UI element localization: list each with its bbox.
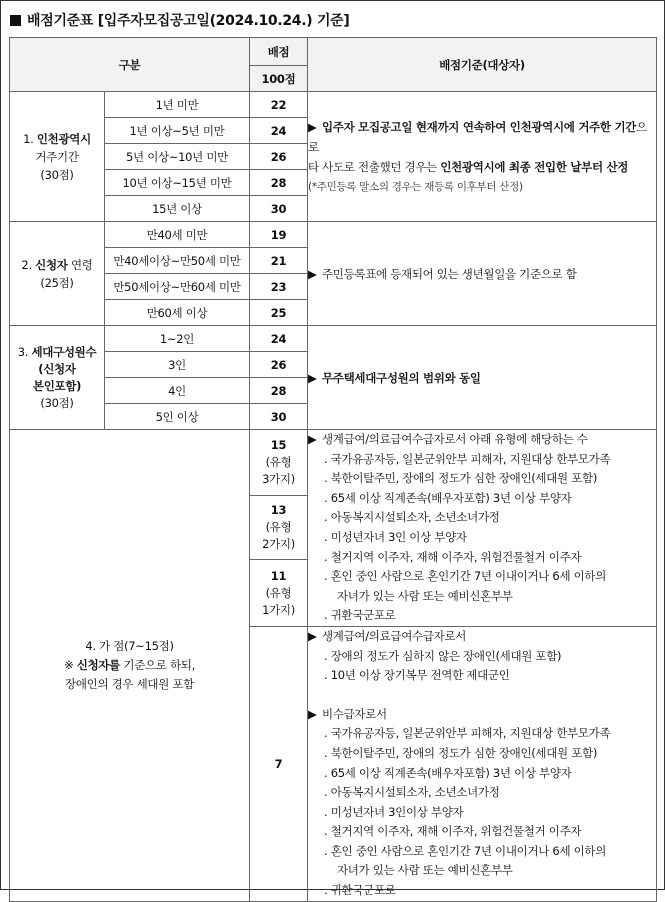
section-3-label: 3. 세대구성원수 (신청자 본인포함) (30점) bbox=[10, 326, 105, 430]
bonus-score-11: 11 (유형 1가지) bbox=[250, 560, 308, 627]
section-3-score: 30 bbox=[250, 404, 308, 430]
list-item: . 아동복지시설퇴소자, 소년소녀가정 bbox=[324, 510, 500, 525]
section-3-item: 3인 bbox=[105, 352, 250, 378]
section-1-item: 1년 이상~5년 미만 bbox=[105, 118, 250, 144]
section-3-item: 4인 bbox=[105, 378, 250, 404]
section-1-score: 22 bbox=[250, 92, 308, 118]
bonus-score-7: 7 bbox=[250, 626, 308, 901]
list-item: . 국가유공자등, 일본군위안부 피해자, 지원대상 한부모가족 bbox=[324, 726, 611, 741]
section-2-item: 만50세이상~만60세 미만 bbox=[105, 274, 250, 300]
bonus-criteria-upper: ▶ 생계급여/의료급여수급자로서 아래 유형에 해당하는 수 . 국가유공자등, 일본군위안부 피해자, 지원대상 한부모가족 . 북한이탈주민, 장애의 정도가 심한 장애인(세대원 포함) . 65세 이상 직계존속(배우자포함) 3년 이상 부양자 . 아동복지시설퇴소자, 소년소녀가정 . 미성년자녀 3인 이상 부양자 . 철거지역 이주자, 재해 이주자, 위험건물철거 이주자 . 혼인 중인 사람으로 혼인기간 7년 이내이거나 6세 이하의 자녀가 있는 사람 또는 예비신혼부부 . 귀환국군포로 bbox=[308, 430, 657, 627]
section-1-item: 5년 이상~10년 미만 bbox=[105, 144, 250, 170]
section-2-item: 만40세 미만 bbox=[105, 222, 250, 248]
list-item: . 미성년자녀 3인 이상 부양자 bbox=[324, 529, 467, 544]
section-2-score: 23 bbox=[250, 274, 308, 300]
section-1-score: 30 bbox=[250, 196, 308, 222]
section-3-item: 5인 이상 bbox=[105, 404, 250, 430]
section-1-criteria: ▶ 입주자 모집공고일 현재까지 연속하여 인천광역시에 거주한 기간으로 타 사도로 전출했던 경우는 인천광역시에 최종 전입한 날부터 산정 (*주민등록 말소의 경우는 재등록 이후부터 산정) bbox=[308, 92, 657, 222]
section-1-score: 26 bbox=[250, 144, 308, 170]
list-item: . 아동복지시설퇴소자, 소년소녀가정 bbox=[324, 785, 500, 800]
section-2-item: 만40세이상~만50세 미만 bbox=[105, 248, 250, 274]
header-score-total: 100점 bbox=[250, 66, 308, 92]
bonus-score-13: 13 (유형 2가지) bbox=[250, 495, 308, 560]
section-1-item: 15년 이상 bbox=[105, 196, 250, 222]
bonus-label: 4. 가 점(7~15점) ※ 신청자를 기준으로 하되, 장애인의 경우 세대원 포함 bbox=[10, 430, 250, 902]
header-criteria: 배점기준(대상자) bbox=[308, 38, 657, 92]
list-item: . 국가유공자등, 일본군위안부 피해자, 지원대상 한부모가족 bbox=[324, 451, 611, 466]
list-item: . 65세 이상 직계존속(배우자포함) 3년 이상 부양자 bbox=[324, 765, 572, 780]
section-2-label: 2. 신청자 연령 (25점) bbox=[10, 222, 105, 326]
list-item: . 귀환국군포로 bbox=[324, 608, 396, 623]
list-item: . 혼인 중인 사람으로 혼인기간 7년 이내이거나 6세 이하의 bbox=[324, 569, 607, 584]
bonus-score-15: 15 (유형 3가지) bbox=[250, 430, 308, 496]
section-3-score: 26 bbox=[250, 352, 308, 378]
bonus-criteria-lower: ▶ 생계급여/의료급여수급자로서 . 장애의 정도가 심하지 않은 장애인(세대원 포함) . 10년 이상 장기복무 전역한 제대군인 ▶ 비수급자로서 . 국가유공자등, 일본군위안부 피해자, 지원대상 한부모가족 . 북한이탈주민, 장애의 정도가 심한 장애인(세대원 포함) . 65세 이상 직계존속(배우자포함) 3년 이상 부양자 . 아동복지시설퇴소자, 소년소녀가정 . 미성년자녀 3인이상 부양자 . 철거지역 이주자, 재해 이주자, 위험건물철거 이주자 . 혼인 중인 사람으로 혼인기간 7년 이내이거나 6세 이하의 자녀가 있는 사람 또는 예비신혼부부 . 귀환국군포로 bbox=[308, 626, 657, 901]
list-item: . 북한이탈주민, 장애의 정도가 심한 장애인(세대원 포함) bbox=[324, 745, 598, 760]
arrow-icon: ▶ bbox=[308, 119, 317, 134]
section-3-item: 1~2인 bbox=[105, 326, 250, 352]
arrow-icon: ▶ bbox=[308, 628, 317, 643]
header-category: 구분 bbox=[10, 38, 250, 92]
arrow-icon: ▶ bbox=[308, 266, 317, 281]
list-item: . 장애의 정도가 심하지 않은 장애인(세대원 포함) bbox=[324, 648, 562, 663]
section-2-score: 21 bbox=[250, 248, 308, 274]
list-item: . 미성년자녀 3인이상 부양자 bbox=[324, 804, 464, 819]
square-bullet-icon bbox=[10, 15, 21, 26]
section-1-item: 1년 미만 bbox=[105, 92, 250, 118]
section-1-label: 1. 인천광역시 거주기간 (30점) bbox=[10, 92, 105, 222]
page-title bbox=[10, 10, 350, 30]
list-item: . 철거지역 이주자, 재해 이주자, 위험건물철거 이주자 bbox=[324, 549, 582, 564]
list-item: . 북한이탈주민, 장애의 정도가 심한 장애인(세대원 포함) bbox=[324, 471, 598, 486]
list-item: . 철거지역 이주자, 재해 이주자, 위험건물철거 이주자 bbox=[324, 824, 582, 839]
list-item: . 65세 이상 직계존속(배우자포함) 3년 이상 부양자 bbox=[324, 490, 572, 505]
section-2-score: 19 bbox=[250, 222, 308, 248]
section-1-score: 24 bbox=[250, 118, 308, 144]
list-item-continued: 자녀가 있는 사람 또는 예비신혼부부 bbox=[337, 863, 513, 878]
section-2-criteria: ▶ 주민등록표에 등재되어 있는 생년월일을 기준으로 함 bbox=[308, 222, 657, 326]
title-text: 배점기준표 [입주자모집공고일(2024.10.24.) 기준] bbox=[27, 13, 350, 29]
section-3-score: 24 bbox=[250, 326, 308, 352]
section-1-item: 10년 이상~15년 미만 bbox=[105, 170, 250, 196]
arrow-icon: ▶ bbox=[308, 370, 317, 385]
list-item: . 10년 이상 장기복무 전역한 제대군인 bbox=[324, 668, 510, 683]
section-2-score: 25 bbox=[250, 300, 308, 326]
header-score: 배점 bbox=[250, 38, 308, 66]
section-3-score: 28 bbox=[250, 378, 308, 404]
section-3-criteria: ▶ 무주택세대구성원의 범위와 동일 bbox=[308, 326, 657, 430]
list-item: . 혼인 중인 사람으로 혼인기간 7년 이내이거나 6세 이하의 bbox=[324, 843, 607, 858]
section-2-item: 만60세 이상 bbox=[105, 300, 250, 326]
list-item: . 귀환국군포로 bbox=[324, 883, 396, 898]
section-1-score: 28 bbox=[250, 170, 308, 196]
arrow-icon: ▶ bbox=[308, 706, 317, 721]
scoring-table bbox=[9, 37, 657, 902]
arrow-icon: ▶ bbox=[308, 432, 317, 446]
list-item-continued: 자녀가 있는 사람 또는 예비신혼부부 bbox=[337, 588, 513, 603]
